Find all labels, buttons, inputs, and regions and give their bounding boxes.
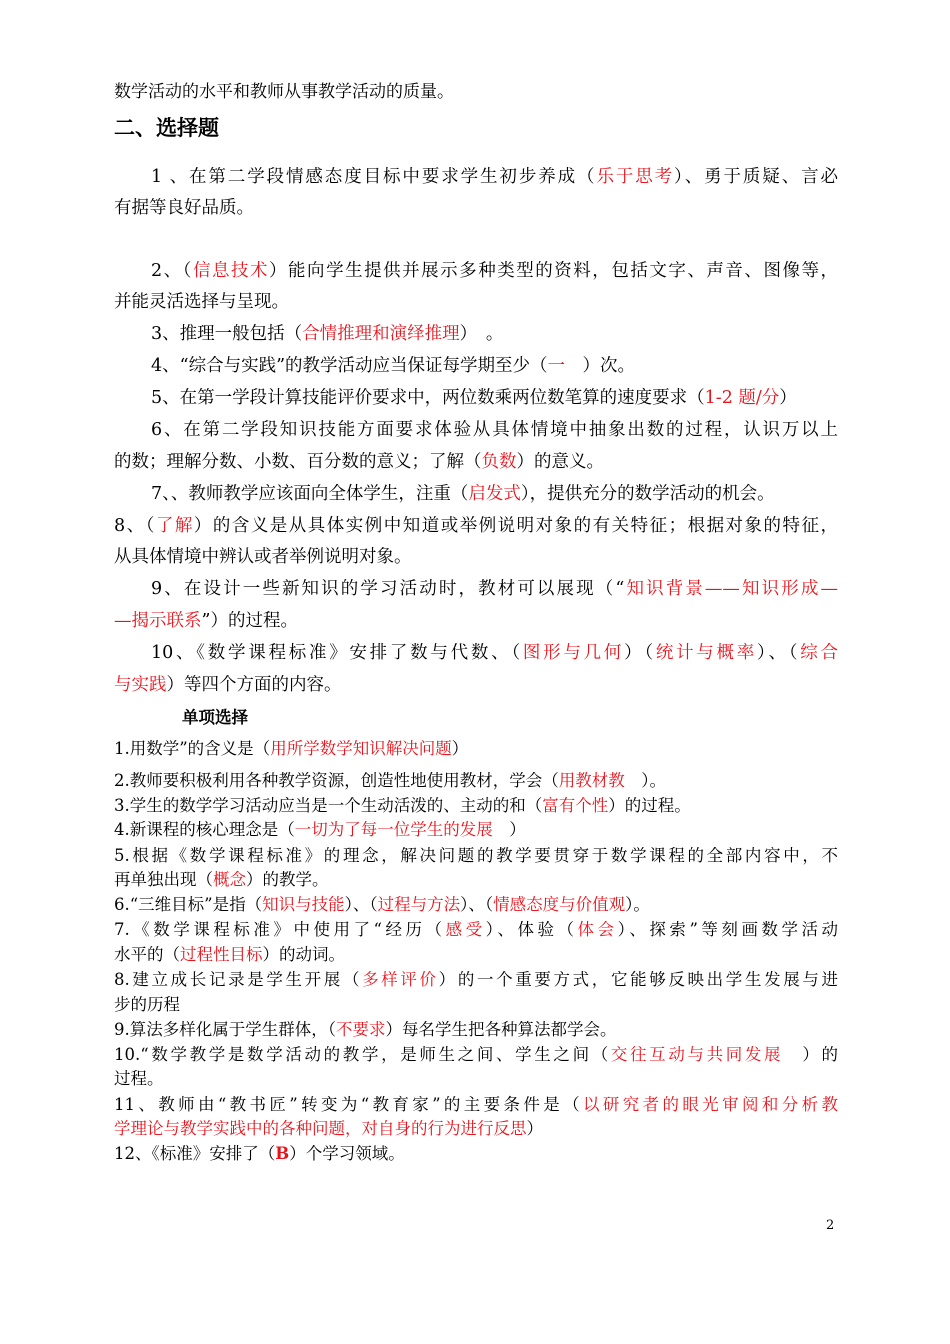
answer: 不要求 <box>336 1020 386 1039</box>
question-8-line-1: 8、（了解）的含义是从具体实例中知道或举例说明对象的有关特征；根据对象的特征， <box>114 516 839 536</box>
single-choice-4: 4.新课程的核心理念是（一切为了每一位学生的发展 ） <box>114 820 526 839</box>
question-3: 3、推理一般包括（合情推理和演绎推理） 。 <box>151 324 504 344</box>
answer: 1-2 题/分 <box>704 388 780 408</box>
answer: 一切为了每一位学生的发展 <box>294 820 493 839</box>
single-choice-5-line-2: 再单独出现（概念）的教学。 <box>114 870 329 889</box>
single-choice-8-line-2: 步的历程 <box>114 995 180 1014</box>
single-choice-11-line-2: 学理论与教学实践中的各种问题，对自身的行为进行反思） <box>114 1119 543 1138</box>
question-8-line-2: 从具体情境中辨认或者举例说明对象。 <box>114 547 412 567</box>
answer: 知识背景——知识形成— <box>624 579 838 599</box>
single-choice-1: 1.用数学”的含义是（用所学数学知识解决问题） <box>114 739 469 758</box>
answer: 综合 <box>800 643 839 663</box>
answer: 以研究者的眼光审阅和分析教 <box>583 1095 838 1114</box>
single-choice-8-line-1: 8.建立成长记录是学生开展（多样评价）的一个重要方式，它能够反映出学生发展与进 <box>114 970 839 989</box>
question-5: 5、在第一学段计算技能评价要求中，两位数乘两位数笔算的速度要求（1-2 题/分） <box>151 388 797 408</box>
answer: 概念 <box>213 870 246 889</box>
answer: 统计与概率 <box>655 643 758 663</box>
question-6-line-1: 6、在第二学段知识技能方面要求体验从具体情境中抽象出数的过程，认识万以上 <box>151 420 838 440</box>
answer: 合情推理和演绎推理 <box>302 324 460 344</box>
section-heading: 二、选择题 <box>114 116 219 140</box>
single-choice-7-line-1: 7.《数学课程标准》中使用了“经历（感受）、体验（体会）、探索”等刻画数学活动 <box>114 920 839 939</box>
answer: 过程与方法 <box>377 895 461 914</box>
question-10-line-1: 10、《数学课程标准》安排了数与代数、（图形与几何）（统计与概率）、（综合 <box>151 643 839 663</box>
answer: 负数 <box>481 452 517 472</box>
question-9-line-2: —揭示联系”）的过程。 <box>114 611 298 631</box>
answer: 启发式 <box>468 484 521 504</box>
question-4: 4、“综合与实践”的教学活动应当保证每学期至少（一 ）次。 <box>151 356 636 376</box>
question-1-line-1: 1 、在第二学段情感态度目标中要求学生初步养成（乐于思考）、勇于质疑、言必 <box>151 167 839 187</box>
answer: 图形与几何 <box>522 643 625 663</box>
answer: 用教材教 <box>558 771 625 790</box>
question-7: 7、、教师教学应该面向全体学生，注重（启发式），提供充分的数学活动的机会。 <box>151 484 775 504</box>
single-choice-5-line-1: 5.根据《数学课程标准》的理念，解决问题的教学要贯穿于数学课程的全部内容中，不 <box>114 846 838 865</box>
answer: 情感态度与价值观 <box>493 895 626 914</box>
single-choice-7-line-2: 水平的（过程性目标）的动词。 <box>114 945 345 964</box>
question-2-line-1: 2、（信息技术）能向学生提供并展示多种类型的资料，包括文字、声音、图像等， <box>151 261 839 281</box>
question-6-line-2: 的数；理解分数、小数、百分数的意义；了解（负数）的意义。 <box>114 452 604 472</box>
answer: 一 <box>547 356 566 376</box>
answer: 了解 <box>155 516 194 536</box>
answer: 感受 <box>445 920 486 939</box>
text-line: 数学活动的水平和教师从事教学活动的质量。 <box>114 82 454 102</box>
single-choice-6: 6.“三维目标”是指（知识与技能）、（过程与方法）、（情感态度与价值观）。 <box>114 895 650 914</box>
single-choice-3: 3.学生的数学学习活动应当是一个生动活泼的、主动的和（富有个性）的过程。 <box>114 796 691 815</box>
answer: 学理论与教学实践中的各种问题，对自身的行为进行反思 <box>114 1119 527 1138</box>
answer: 乐于思考 <box>596 167 675 187</box>
single-choice-9: 9.算法多样化属于学生群体，（不要求）每名学生把各种算法都学会。 <box>114 1020 617 1039</box>
answer: 知识与技能 <box>262 895 345 914</box>
question-2-line-2: 并能灵活选择与呈现。 <box>114 292 289 312</box>
answer: 与实践 <box>114 675 167 695</box>
answer: B <box>275 1144 290 1163</box>
single-choice-12: 12、《标准》安排了（B）个学习领域。 <box>114 1144 405 1163</box>
page-number: 2 <box>826 1218 835 1233</box>
single-choice-11-line-1: 11、教师由“教书匠”转变为“教育家”的主要条件是（以研究者的眼光审阅和分析教 <box>114 1095 838 1114</box>
question-1-line-2: 有据等良好品质。 <box>114 198 254 218</box>
question-9-line-1: 9、在设计一些新知识的学习活动时，教材可以展现（“知识背景——知识形成— <box>151 579 838 599</box>
answer: 过程性目标 <box>180 945 263 964</box>
answer: 用所学数学知识解决问题 <box>270 739 452 758</box>
question-10-line-2: 与实践）等四个方面的内容。 <box>114 675 342 695</box>
answer: 富有个性 <box>542 796 609 815</box>
single-choice-2: 2.教师要积极利用各种教学资源，创造性地使用教材，学会（用教材教 ）。 <box>114 771 666 790</box>
single-choice-10-line-2: 过程。 <box>114 1069 164 1088</box>
single-choice-10-line-1: 10.“数学教学是数学活动的教学，是师生之间、学生之间（交往互动与共同发展 ）的 <box>114 1045 838 1064</box>
answer: 多样评价 <box>362 970 439 989</box>
subsection-heading: 单项选择 <box>182 708 248 727</box>
answer: 信息技术 <box>192 261 270 281</box>
answer: —揭示联系 <box>114 611 202 631</box>
answer: 体会 <box>577 920 618 939</box>
answer: 交往互动与共同发展 <box>610 1045 784 1064</box>
